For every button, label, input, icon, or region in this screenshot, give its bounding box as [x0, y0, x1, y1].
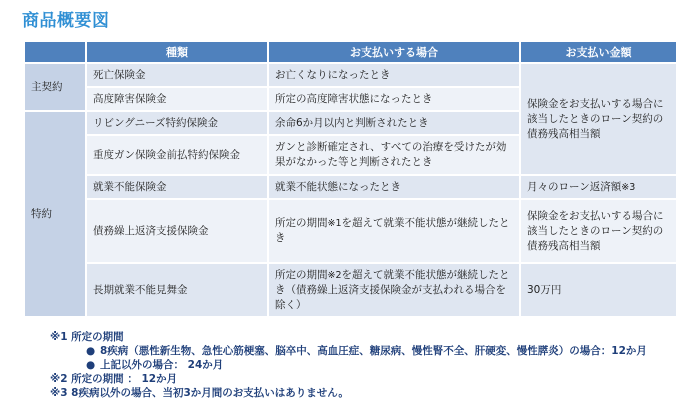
footnote-1-bullet: [50, 344, 680, 358]
footnotes: [50, 330, 680, 400]
condition-cell: ガンと診断確定され、すべての治療を受けたが効果がなかった等と判断されたとき: [269, 136, 519, 174]
condition-text-a: 所定の期間: [275, 268, 328, 281]
table-row: [25, 64, 676, 86]
type-cell: 長期就業不能見舞金: [87, 264, 267, 316]
condition-text-a: 所定の期間: [275, 217, 328, 229]
type-cell: リビングニーズ特約保険金: [87, 112, 267, 134]
table-header-row: [25, 42, 676, 62]
type-cell: 重度ガン保険金前払特約保険金: [87, 136, 267, 174]
type-cell: 就業不能保険金: [87, 176, 267, 198]
page-title: 商品概要図: [22, 11, 110, 31]
condition-cell: 余命6か月以内と判断されたとき: [269, 112, 519, 134]
table-row: [25, 264, 676, 316]
footnote-text: 8疾病以外の場合、当初3か月間のお支払いはありません。: [71, 387, 349, 399]
amount-cell: 保険金をお支払いする場合に該当したときのローン契約の債務残高相当額: [521, 200, 676, 262]
footnote-label: ※2: [50, 373, 68, 385]
footnote-label: ※3: [50, 387, 68, 399]
footnote-label: ※1: [50, 331, 68, 343]
condition-text-b: を超えて就業不能状態が継続したとき: [275, 217, 510, 244]
table-row: [25, 200, 676, 262]
footnote-text: 所定の期間 ： 12か月: [71, 373, 178, 385]
condition-text-b: を超えて就業不能状態が継続したとき（債務繰上返済支援保険金が支払われる場合を除く）: [275, 268, 510, 311]
amount-note: ※3: [621, 181, 636, 193]
amount-text: 月々のローン返済額: [527, 180, 622, 193]
footnote-3: [50, 386, 680, 400]
header-type: 種類: [87, 42, 267, 62]
footnote-bullet-text: 上記以外の場合： 24か月: [100, 359, 224, 371]
footnote-bullet-text: 8疾病（悪性新生物、急性心筋梗塞、脳卒中、高血圧症、糖尿病、慢性腎不全、肝硬変、慢性膵炎）の場合：12か月: [100, 345, 647, 357]
footnote-2: [50, 372, 680, 386]
amount-cell: 30万円: [521, 264, 676, 316]
type-cell: 死亡保険金: [87, 64, 267, 86]
type-cell: 高度障害保険金: [87, 88, 267, 110]
header-condition: お支払いする場合: [269, 42, 519, 62]
footnote-1: [50, 330, 680, 344]
product-summary-table: [23, 40, 678, 318]
condition-cell: お亡くなりになったとき: [269, 64, 519, 86]
table-row: [25, 176, 676, 198]
condition-cell: [269, 200, 519, 262]
condition-note: ※2: [327, 269, 342, 281]
condition-note: ※1: [327, 218, 342, 229]
condition-cell: 所定の高度障害状態になったとき: [269, 88, 519, 110]
condition-cell: [269, 264, 519, 316]
amount-cell: [521, 176, 676, 198]
header-cell-empty: [25, 42, 85, 62]
condition-cell: 就業不能状態になったとき: [269, 176, 519, 198]
amount-cell-merged: 保険金をお支払いする場合に該当したときのローン契約の債務残高相当額: [521, 64, 676, 174]
footnote-title: 所定の期間: [71, 331, 124, 343]
category-rider: 特約: [25, 112, 85, 316]
type-cell: 債務繰上返済支援保険金: [87, 200, 267, 262]
header-amount: お支払い金額: [521, 42, 676, 62]
bullet-icon: ●: [86, 345, 96, 357]
bullet-icon: ●: [86, 359, 96, 371]
category-main-contract: 主契約: [25, 64, 85, 110]
footnote-1-bullet: [50, 358, 680, 372]
